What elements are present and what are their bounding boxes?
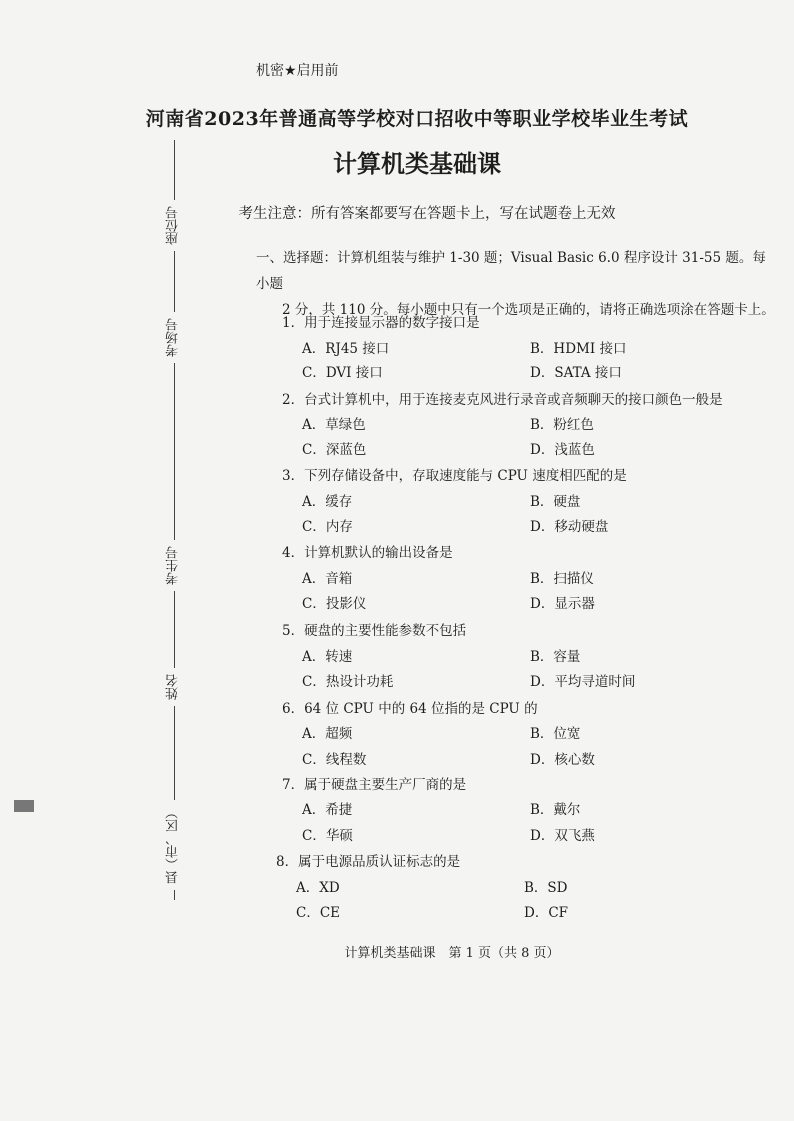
section-intro-line1: 一、选择题：计算机组装与维护 1-30 题；Visual Basic 6.0 程序设计 31-55 题。每小题: [256, 250, 766, 292]
option-b: B．HDMI 接口: [530, 341, 627, 357]
option-a: A．超频: [302, 726, 353, 742]
option-c: C．投影仪: [302, 596, 367, 612]
question-stem: 5．硬盘的主要性能参数不包括: [282, 623, 467, 639]
option-a: A．音箱: [302, 571, 353, 587]
section-intro-line2: 2 分，共 110 分。每小题中只有一个选项是正确的，请将正确选项涂在答题卡上。: [282, 302, 775, 318]
binding-line: [174, 140, 175, 900]
option-b: B．硬盘: [530, 494, 581, 510]
option-b: B．容量: [530, 649, 581, 665]
option-d: D．双飞燕: [530, 828, 595, 844]
option-b: B．位宽: [530, 726, 581, 742]
subject-title: 计算机类基础课: [333, 150, 501, 178]
option-c: C．DVI 接口: [302, 365, 383, 381]
question-stem: 6．64 位 CPU 中的 64 位指的是 CPU 的: [282, 701, 538, 717]
option-c: C．华硕: [302, 828, 353, 844]
option-b: B．SD: [524, 880, 568, 896]
exam-id-label: 考生号: [164, 540, 183, 591]
question-stem: 8．属于电源品质认证标志的是: [276, 854, 461, 870]
option-a: A．转速: [302, 649, 353, 665]
question-stem: 7．属于硬盘主要生产厂商的是: [282, 777, 467, 793]
seat-label: 座位号: [164, 200, 183, 251]
option-c: C．CE: [296, 905, 341, 921]
page-footer: 计算机类基础课 第 1 页（共 8 页）: [344, 946, 560, 961]
option-d: D．平均寻道时间: [530, 674, 636, 690]
candidate-notice: 考生注意：所有答案都要写在答题卡上，写在试题卷上无效: [238, 206, 616, 222]
option-a: A．XD: [296, 880, 340, 896]
question-stem: 3．下列存储设备中，存取速度能与 CPU 速度相匹配的是: [282, 468, 627, 484]
question-stem: 4．计算机默认的输出设备是: [282, 545, 453, 561]
option-a: A．草绿色: [302, 417, 366, 433]
option-d: D．SATA 接口: [530, 365, 622, 381]
option-d: D．CF: [524, 905, 569, 921]
question-stem: 1．用于连接显示器的数字接口是: [282, 315, 480, 331]
exam-room-label: 考场号: [164, 312, 183, 363]
option-c: C．线程数: [302, 752, 367, 768]
scan-mark: [14, 800, 34, 812]
option-a: A．RJ45 接口: [302, 341, 390, 357]
option-d: D．浅蓝色: [530, 442, 595, 458]
option-b: B．粉红色: [530, 417, 594, 433]
question-stem: 2．台式计算机中，用于连接麦克风进行录音或音频聊天的接口颜色一般是: [282, 392, 723, 408]
option-b: B．戴尔: [530, 802, 581, 818]
option-c: C．深蓝色: [302, 442, 367, 458]
option-c: C．内存: [302, 519, 353, 535]
option-b: B．扫描仪: [530, 571, 594, 587]
option-a: A．缓存: [302, 494, 353, 510]
option-d: D．移动硬盘: [530, 519, 609, 535]
option-d: D．核心数: [530, 752, 595, 768]
option-c: C．热设计功耗: [302, 674, 394, 690]
option-d: D．显示器: [530, 596, 595, 612]
county-label: 县（市、区）: [164, 800, 183, 890]
option-a: A．希捷: [302, 802, 353, 818]
confidential-mark: 机密★启用前: [256, 63, 339, 79]
name-label: 姓名: [164, 668, 183, 706]
exam-title: 河南省2023年普通高等学校对口招收中等职业学校毕业生考试: [145, 108, 689, 130]
